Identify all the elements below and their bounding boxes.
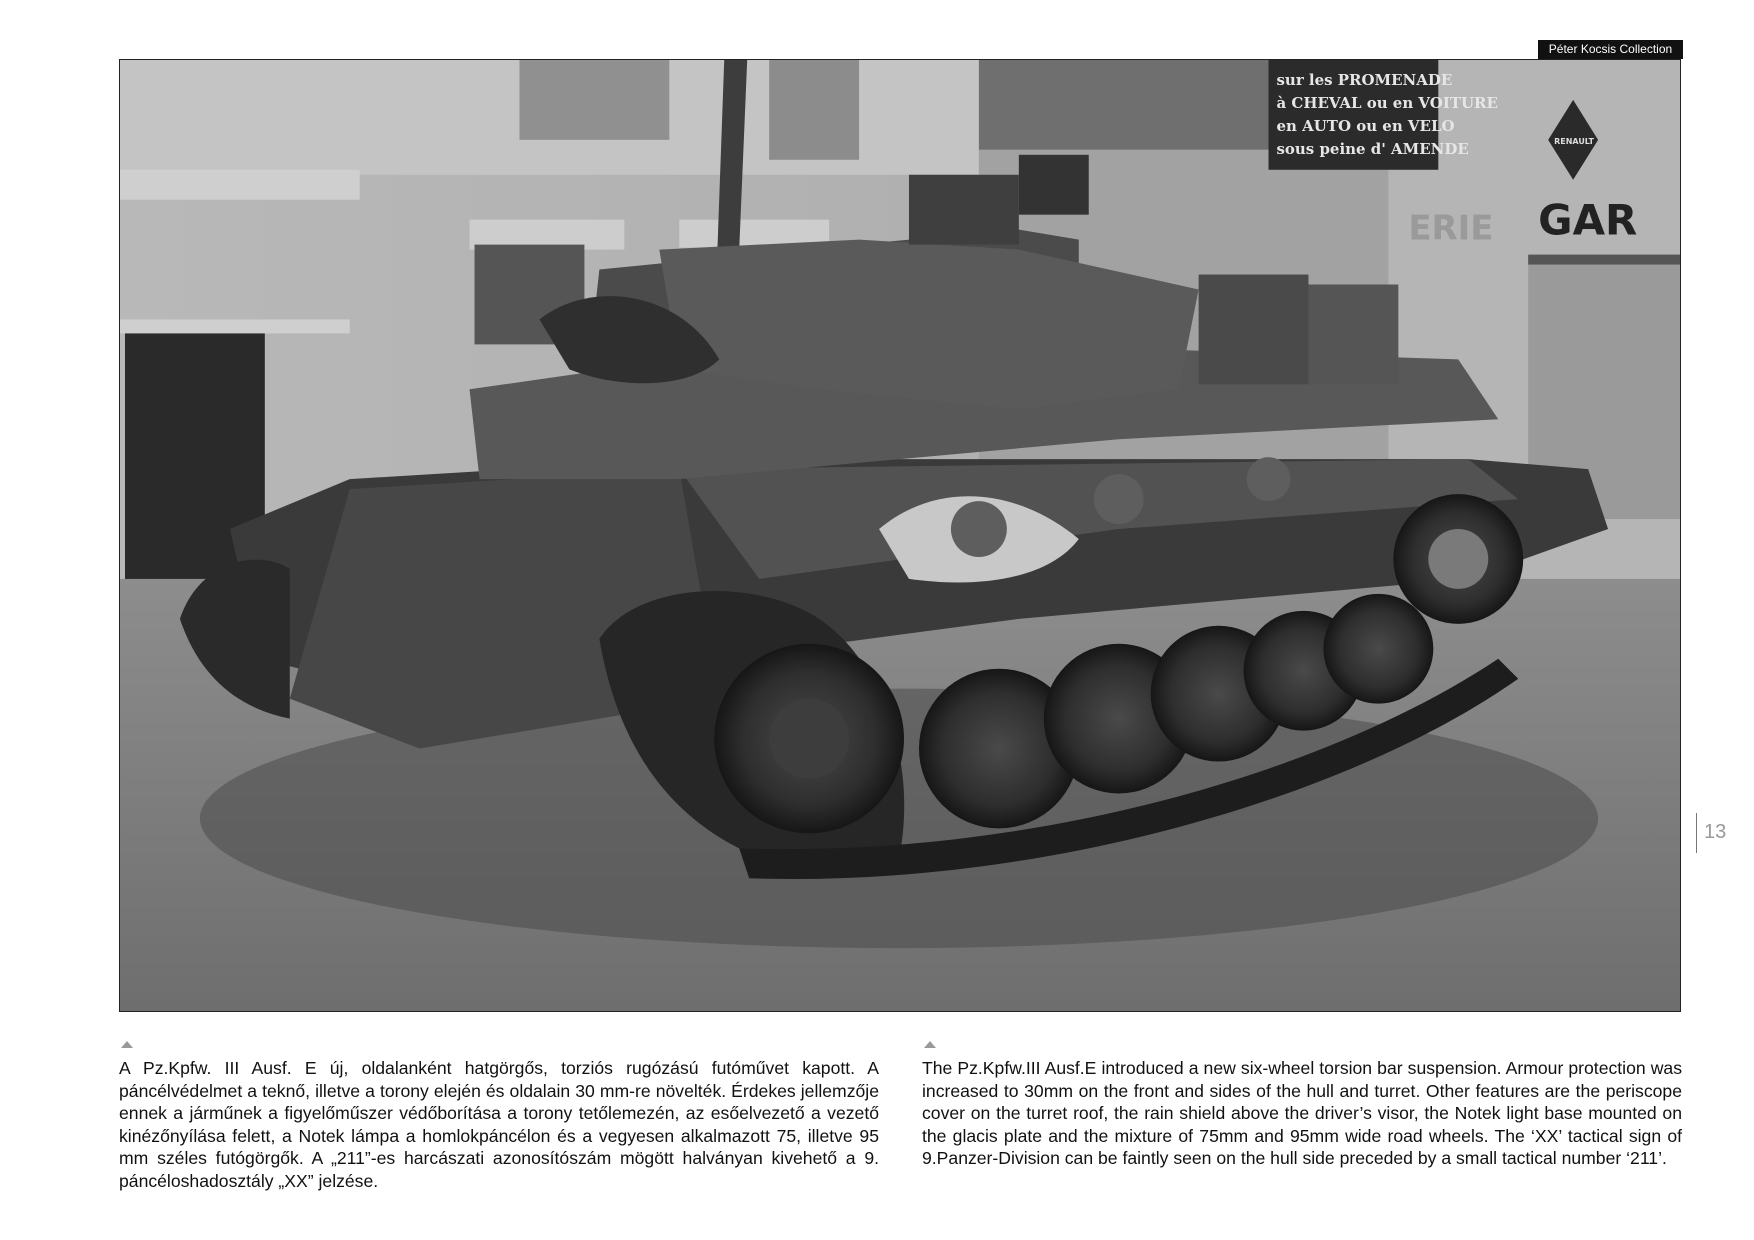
renault-logo-text: RENAULT bbox=[1554, 136, 1595, 146]
sign-line-3: en AUTO ou en VELO bbox=[1276, 116, 1455, 135]
sign-line-4: sous peine d' AMENDE bbox=[1276, 139, 1469, 158]
photo-credit: Péter Kocsis Collection bbox=[1538, 40, 1683, 59]
page-number-rule bbox=[1696, 813, 1697, 853]
garage-lettering: GAR bbox=[1538, 195, 1638, 245]
caption-marker-hungarian bbox=[121, 1041, 133, 1048]
tank-photograph bbox=[119, 59, 1681, 1012]
page-number: 13 bbox=[1704, 821, 1727, 843]
sign-line-1: sur les PROMENADE bbox=[1276, 70, 1453, 89]
wall-lettering: ERIE bbox=[1408, 208, 1494, 249]
caption-hungarian: A Pz.Kpfw. III Ausf. E új, oldalanként hatgörgős, torziós rugózású futóművet kapott. A páncélvédelmet a teknő, illetve a torony elején és oldalain 30 mm-re növelték. Érdekes jellemzője ennek a járműnek a figyelőműszer védőborítása a torony tetőlemezén, az esőelvezető a vezető kinézőnyílása felett, a Notek lámpa a homlokpáncélon és a vegyesen alkalmazott 75, illetve 95 mm széles futógörgők. A „211”-es harcászati azonosítószám mögött halványan kivehető a 9. páncéloshadosztály „XX” jelzése. bbox=[119, 1058, 879, 1191]
sign-line-2: à CHEVAL ou en VOITURE bbox=[1276, 93, 1498, 112]
caption-english: The Pz.Kpfw.III Ausf.E introduced a new six-wheel torsion bar suspension. Armour protection was increased to 30mm on the front and sides of the hull and turret. Other features are the periscope cover on the turret roof, the rain shield above the driver’s visor, the Notek light base mounted on the glacis plate and the mixture of 75mm and 95mm wide road wheels. The ‘XX’ tactical sign of 9.Panzer-Division can be faintly seen on the hull side preceded by a small tactical number ‘211’. bbox=[922, 1058, 1682, 1168]
photo-illustration bbox=[120, 60, 1680, 1011]
caption-marker-english bbox=[924, 1041, 936, 1048]
